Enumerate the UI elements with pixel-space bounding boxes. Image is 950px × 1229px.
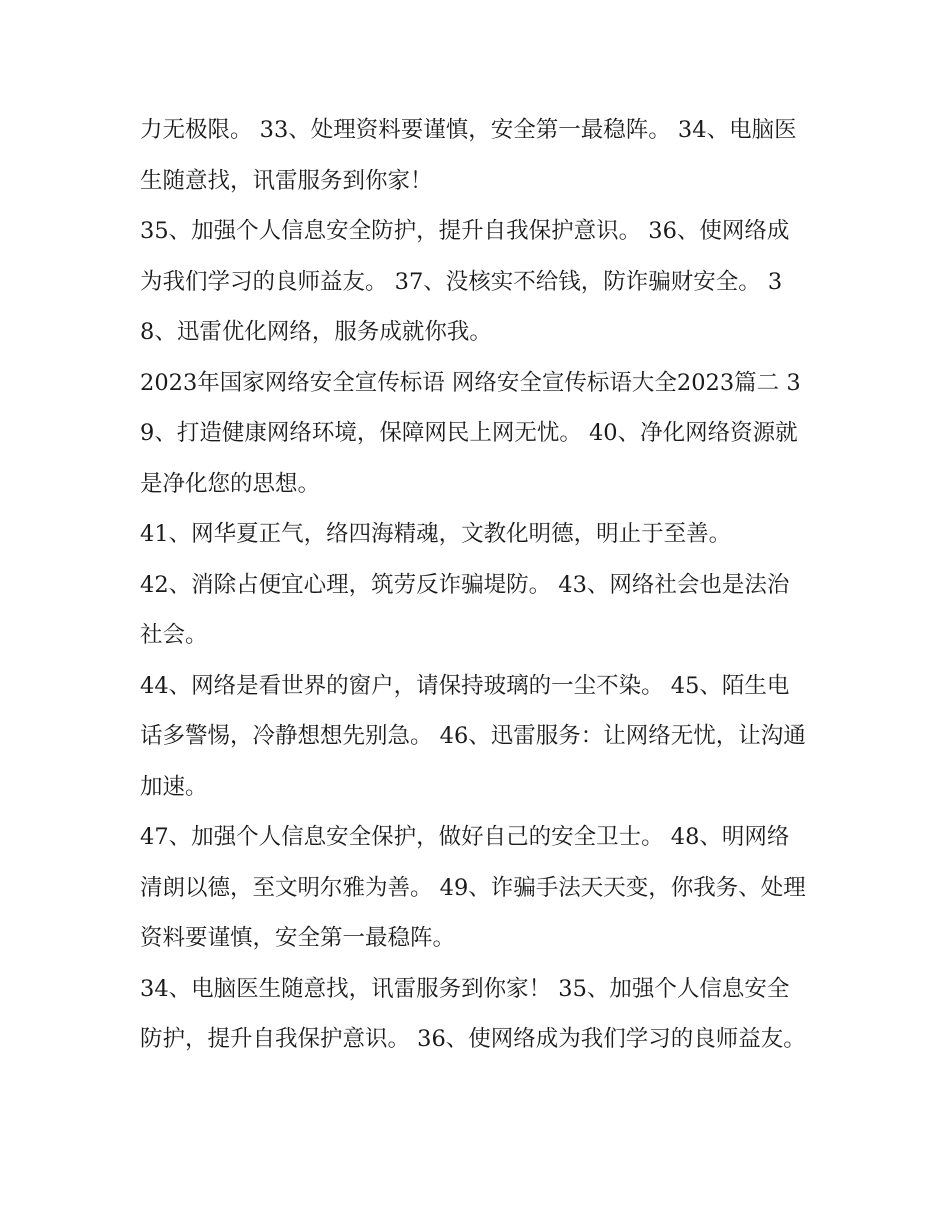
paragraph-7: 47、加强个人信息安全保护，做好自己的安全卫士。 48、明网络清朗以德，至文明尔雅为善。 49、诈骗手法天天变，你我务、处理资料要谨慎，安全第一最稳阵。 xyxy=(140,824,806,951)
paragraph-4: 41、网华夏正气，络四海精魂，文教化明德，明止于至善。 xyxy=(140,521,732,547)
document-body xyxy=(140,105,808,1065)
paragraph-6: 44、网络是看世界的窗户，请保持玻璃的一尘不染。 45、陌生电话多警惕，冷静想想先别急。 46、迅雷服务：让网络无忧，让沟通加速。 xyxy=(140,672,806,800)
paragraph-5: 42、消除占便宜心理，筑劳反诈骗堤防。 43、网络社会也是法治社会。 xyxy=(140,571,790,648)
paragraph-3: 2023年国家网络安全宣传标语 网络安全宣传标语大全2023篇二 39、打造健康网络环境，保障网民上网无忧。 40、净化网络资源就是净化您的思想。 xyxy=(140,369,801,497)
paragraph-8: 34、电脑医生随意找，讯雷服务到你家！ 35、加强个人信息安全防护，提升自我保护意识。 36、使网络成为我们学习的良师益友。 xyxy=(140,975,806,1052)
paragraph-2: 35、加强个人信息安全防护，提升自我保护意识。 36、使网络成为我们学习的良师益友。 37、没核实不给钱，防诈骗财安全。 38、迅雷优化网络，服务成就你我。 xyxy=(140,218,790,345)
paragraph-1: 力无极限。 33、处理资料要谨慎，安全第一最稳阵。 34、电脑医生随意找，讯雷服务到你家！ xyxy=(140,117,797,194)
